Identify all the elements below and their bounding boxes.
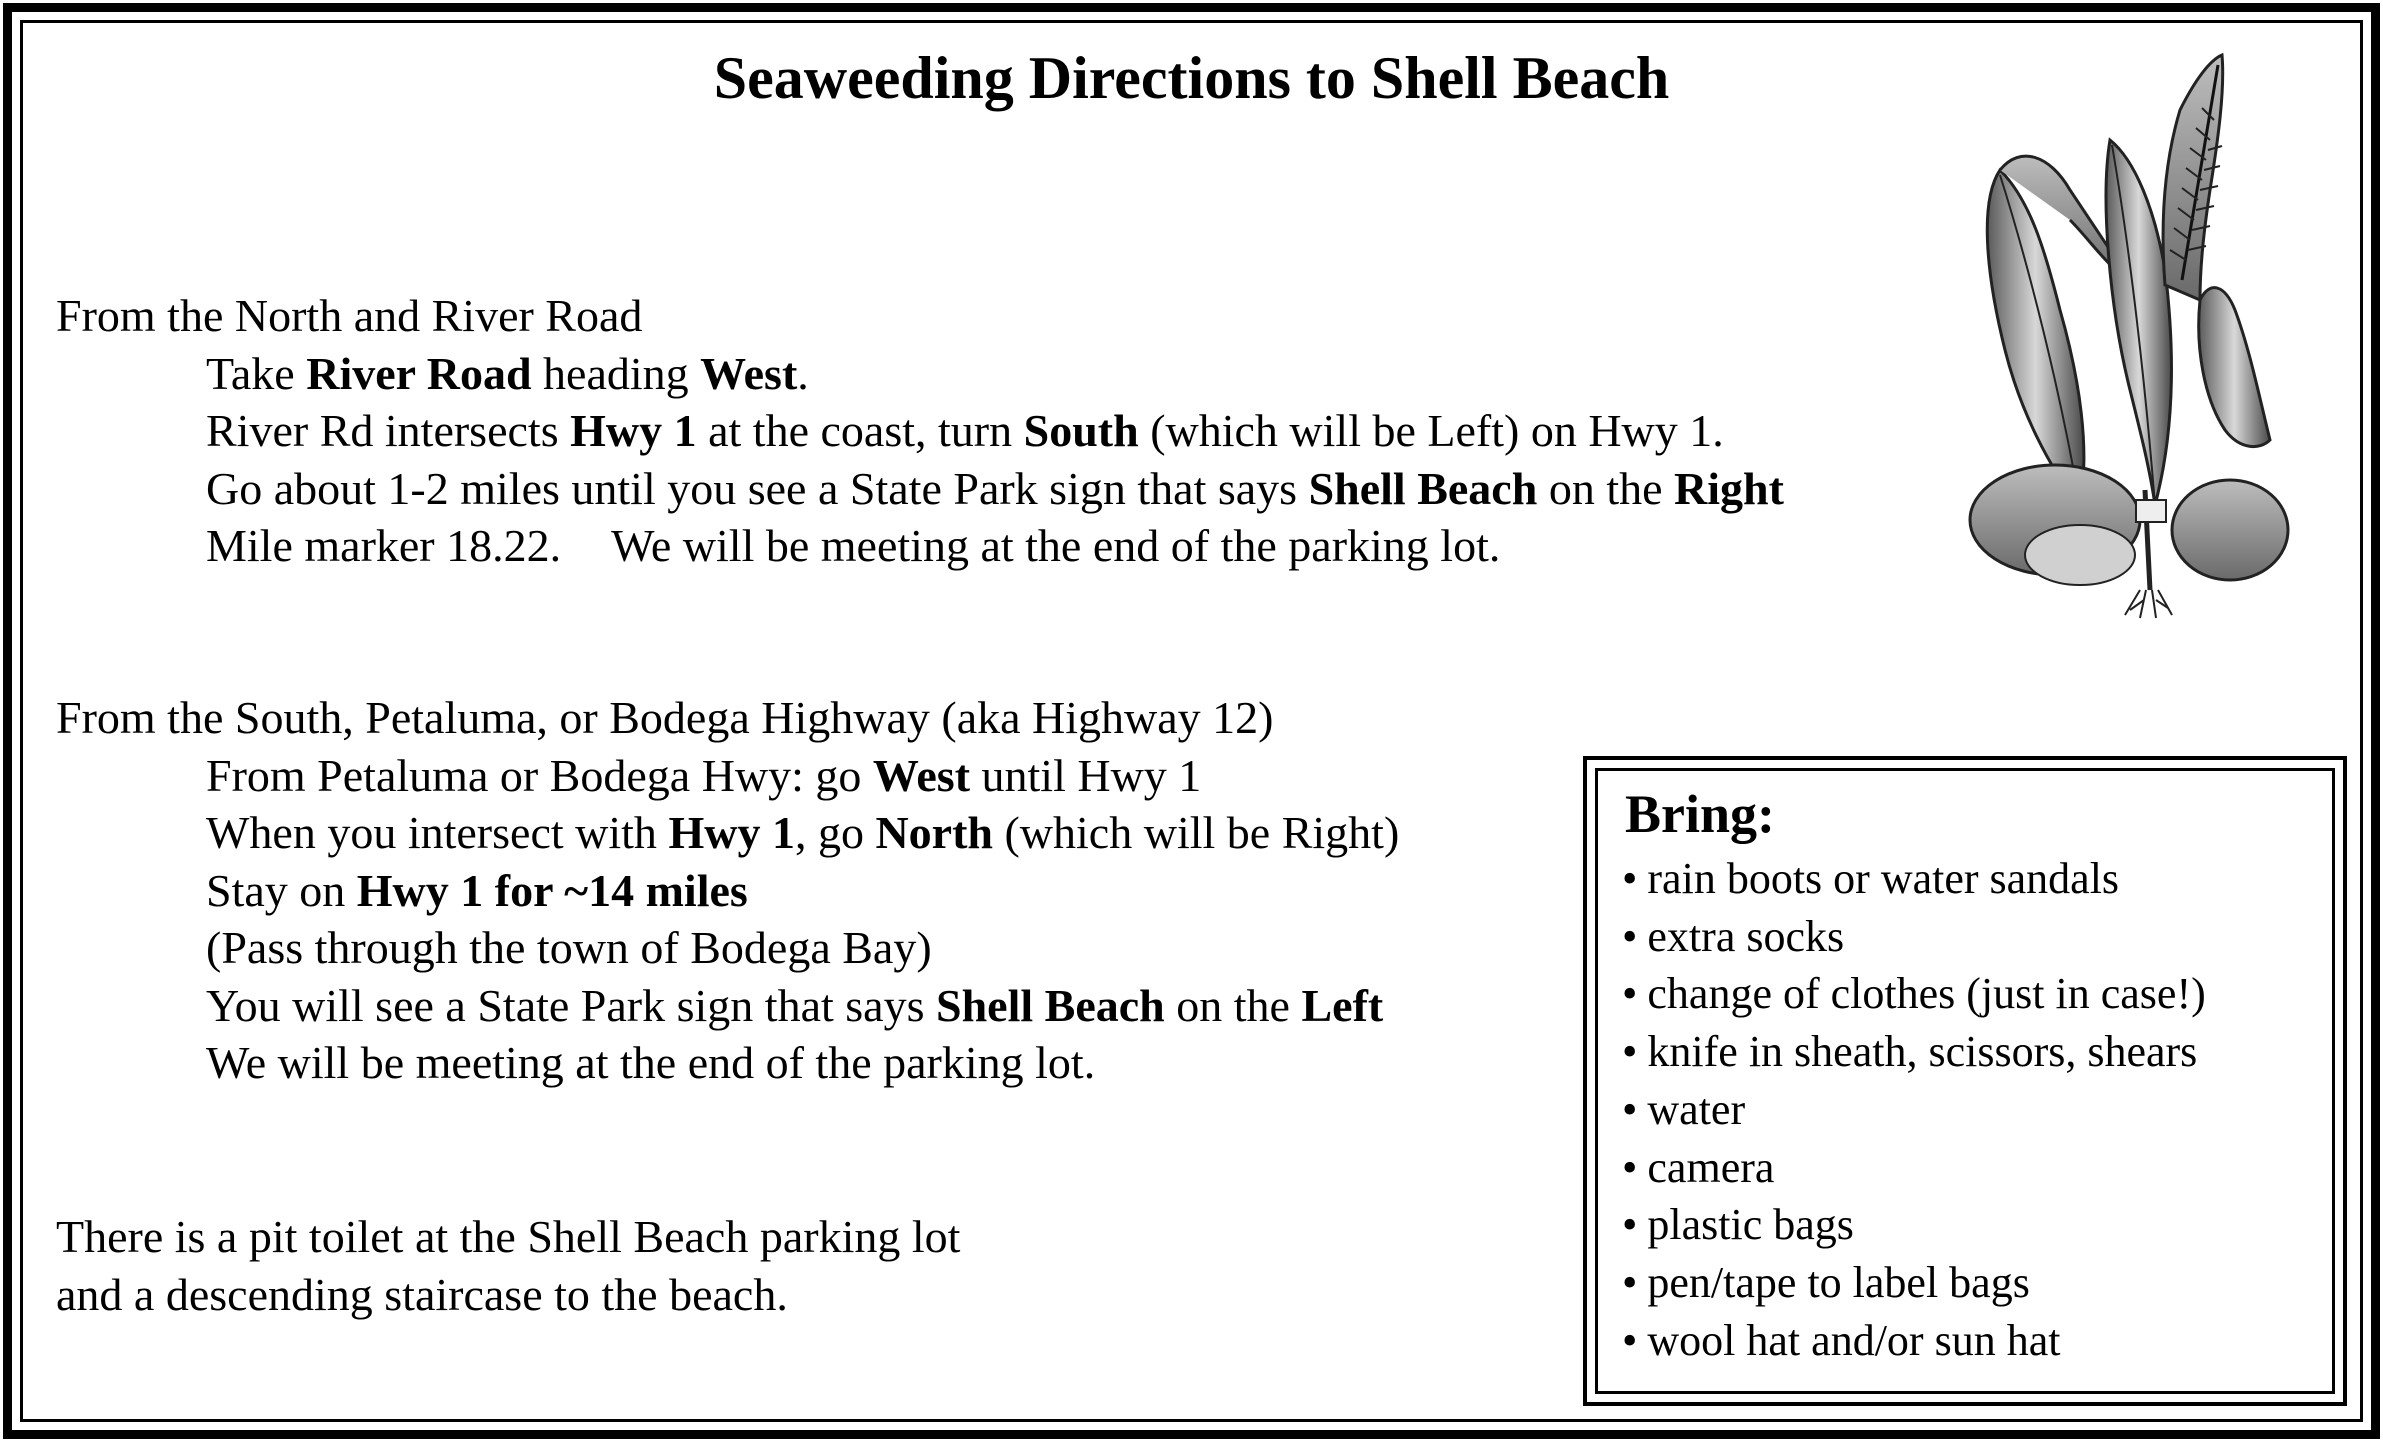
south-step-6: We will be meeting at the end of the parking lot. — [206, 1037, 1096, 1088]
bring-list — [1622, 850, 2206, 1369]
south-step-5: You will see a State Park sign that says Shell Beach on the Left — [206, 979, 1384, 1031]
bring-item: • water — [1622, 1081, 2206, 1139]
north-step-3: Go about 1-2 miles until you see a State Park sign that says Shell Beach on the Right — [206, 462, 1784, 514]
bring-item: • pen/tape to label bags — [1622, 1254, 2206, 1312]
bring-item: • plastic bags — [1622, 1196, 2206, 1254]
north-step-1: Take River Road heading West. — [206, 347, 809, 399]
south-heading: From the South, Petaluma, or Bodega Highway (aka Highway 12) — [56, 692, 1274, 743]
south-step-4: (Pass through the town of Bodega Bay) — [206, 922, 932, 973]
south-step-3: Stay on Hwy 1 for ~14 miles — [206, 864, 748, 916]
south-step-2: When you intersect with Hwy 1, go North (which will be Right) — [206, 807, 1400, 858]
bring-item: • camera — [1622, 1139, 2206, 1197]
north-step-4: Mile marker 18.22. We will be meeting at the end of the parking lot. — [206, 520, 1501, 571]
note-line-2: and a descending staircase to the beach. — [56, 1268, 788, 1320]
north-heading: From the North and River Road — [56, 290, 643, 341]
seaweed-kelp-illustration-icon — [1960, 50, 2290, 620]
page-title: Seaweeding Directions to Shell Beach — [713, 45, 1670, 111]
bring-item: • rain boots or water sandals — [1622, 850, 2206, 908]
south-directions — [56, 689, 1399, 1092]
bring-item: • extra socks — [1622, 908, 2206, 966]
bring-heading: Bring: — [1625, 784, 1776, 844]
bring-item: • change of clothes (just in case!) — [1622, 965, 2206, 1023]
bring-item: • wool hat and/or sun hat — [1622, 1312, 2206, 1370]
facilities-note — [56, 1208, 960, 1323]
bring-item: • knife in sheath, scissors, shears — [1622, 1023, 2206, 1081]
north-step-2: River Rd intersects Hwy 1 at the coast, turn South (which will be Left) on Hwy 1. — [206, 405, 1724, 456]
south-step-1: From Petaluma or Bodega Hwy: go West until Hwy 1 — [206, 749, 1202, 801]
north-directions — [56, 287, 1784, 575]
note-line-1: There is a pit toilet at the Shell Beach parking lot — [56, 1211, 961, 1262]
